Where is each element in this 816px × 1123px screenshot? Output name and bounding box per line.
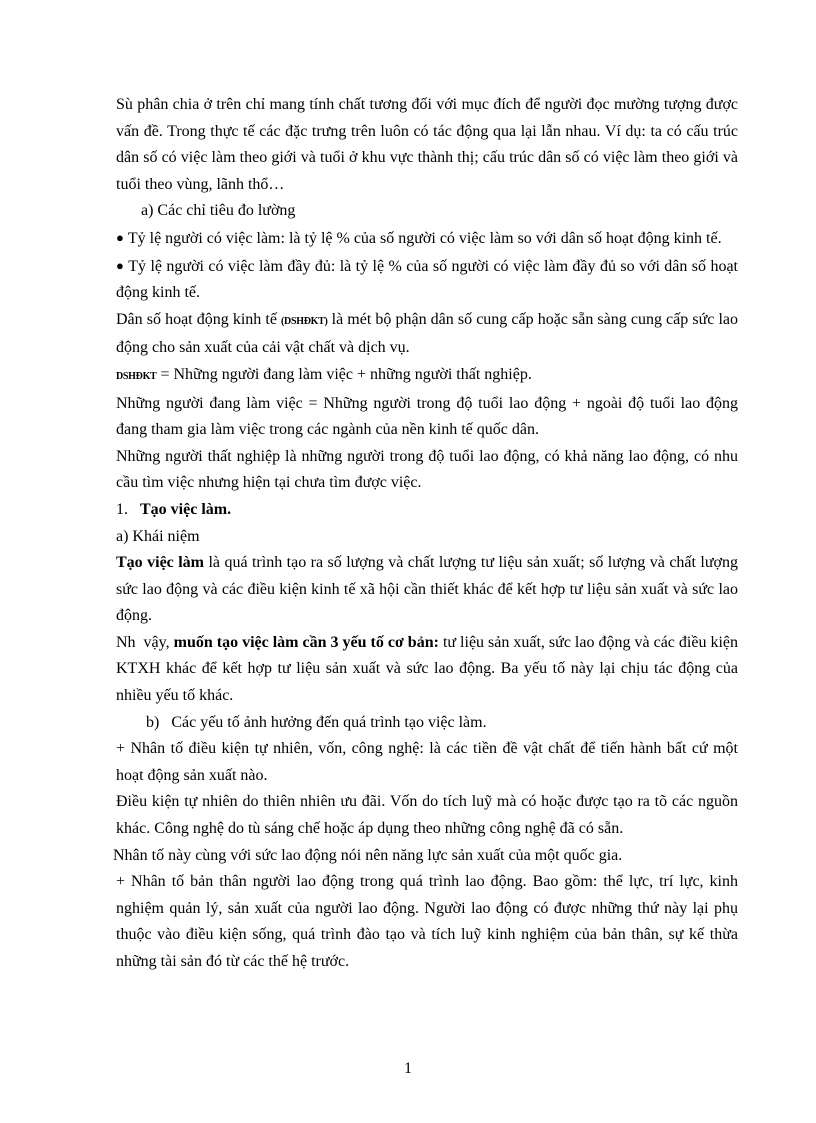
text-run: = Những người đang làm việc + những người thất nghiệp.: [156, 365, 532, 383]
paragraph-formula: [116, 362, 738, 391]
text-run: là mét bộ phận dân số cung cấp hoặc sẵn sàng cung cấp sức lao động cho sản xuất của cải vật chất và dịch vụ.: [116, 310, 739, 357]
paragraph-economically-active-population: [116, 307, 738, 362]
bold-term: muốn tạo việc làm cần 3 yếu tố cơ bản:: [173, 633, 439, 651]
section-title: Tạo việc làm.: [140, 500, 232, 518]
paragraph-intro: Sù phân chia ở trên chỉ mang tính chất tương đối với mục đích để người đọc mường tượng được vấn đề. Trong thực tế các đặc trưng trên luôn có tác động qua lại lẫn nhau. Ví dụ: ta có cấu trúc dân số có việc làm theo giới và tuổi ở khu vực thành thị; cấu trúc dân số có việc làm theo giới và tuổi theo vùng, lãnh thổ…: [116, 96, 738, 193]
paragraph-natural-factors: + Nhân tố điều kiện tự nhiên, vốn, công nghệ: là các tiền đề vật chất để tiến hành bất cứ một hoạt động sản xuất nào.: [116, 740, 738, 784]
text-run: Dân số hoạt động kinh tế: [116, 310, 282, 328]
text-run: Nh vậy,: [116, 633, 174, 651]
subheading-indicators: a) Các chỉ tiêu đo lường: [141, 202, 296, 220]
paragraph-unemployed-definition: Những người thất nghiệp là những người trong độ tuổi lao động, có khả năng lao động, có nhu cầu tìm việc nhưng hiện tại chưa tìm được việc.: [116, 447, 738, 492]
paragraph-worker-factors: + Nhân tố bản thân người lao động trong quá trình lao động. Bao gồm: thể lực, trí lực, kinh nghiệm quản lý, sản xuất của người lao động. Người lao động có được những thứ này lại phụ thuộc vào điều kiện sống, quá trình đào tạo và tích luỹ kinh nghiệm của bản thân, sự kế thừa những tài sản đó từ các thế hệ trước.: [116, 873, 738, 970]
bullet-text: Tỷ lệ người có việc làm: là tỷ lệ % của số người có việc làm so với dân số hoạt động kinh tế.: [127, 229, 722, 247]
bold-term: Tạo việc làm: [116, 554, 204, 572]
subheading-concept: a) Khái niệm: [116, 527, 200, 545]
section-heading: [116, 497, 738, 524]
text-run: tư liệu sản xuất, sức lao động và các điều kiện KTXH khác để kết hợp tư liệu sản xuất và sức lao động. Ba yếu tố này lại chịu tác động của nhiều yếu tố khác.: [116, 633, 738, 705]
bullet-full-employment-rate: [116, 253, 738, 307]
bullet-icon: ●: [116, 229, 124, 245]
section-number: 1.: [116, 500, 140, 518]
page-number: 1: [404, 1060, 412, 1077]
text-run: là quá trình tạo ra số lượng và chất lượng tư liệu sản xuất; số lượng và chất lượng sức lao động và các điều kiện kinh tế xã hội cần thiết khác để kết hợp tư liệu sản xuất và sức lao động.: [116, 554, 739, 625]
bullet-icon: ●: [116, 257, 125, 273]
document-body: [113, 92, 739, 976]
paragraph-three-factors: [116, 630, 738, 710]
subheading-influencing-factors: b) Các yếu tố ảnh hưởng đến quá trình tạo việc làm.: [146, 713, 487, 731]
paragraph-employed-definition: Những người đang làm việc = Những người trong độ tuổi lao động + ngoài độ tuổi lao động đang tham gia làm việc trong các ngành của nền kinh tế quốc dân.: [116, 394, 738, 439]
paragraph-production-capacity: Nhân tố này cùng với sức lao động nói nên năng lực sản xuất của một quốc gia.: [113, 846, 623, 864]
bullet-text: Tỷ lệ người có việc làm đầy đủ: là tỷ lệ % của số người có việc làm đầy đủ so với dân số hoạt động kinh tế.: [116, 257, 738, 302]
bullet-employment-rate: [116, 225, 738, 253]
paragraph-natural-conditions: Điều kiện tự nhiên do thiên nhiên ưu đãi. Vốn do tích luỹ mà có hoặc được tạo ra tõ các nguồn khác. Công nghệ do tù sáng chế hoặc áp dụng theo những công nghệ đã có sẵn.: [116, 793, 738, 838]
abbreviation: DSHĐKT: [116, 370, 157, 382]
abbreviation: (DSHĐKT): [281, 315, 328, 327]
paragraph-job-creation-definition: [116, 550, 738, 630]
